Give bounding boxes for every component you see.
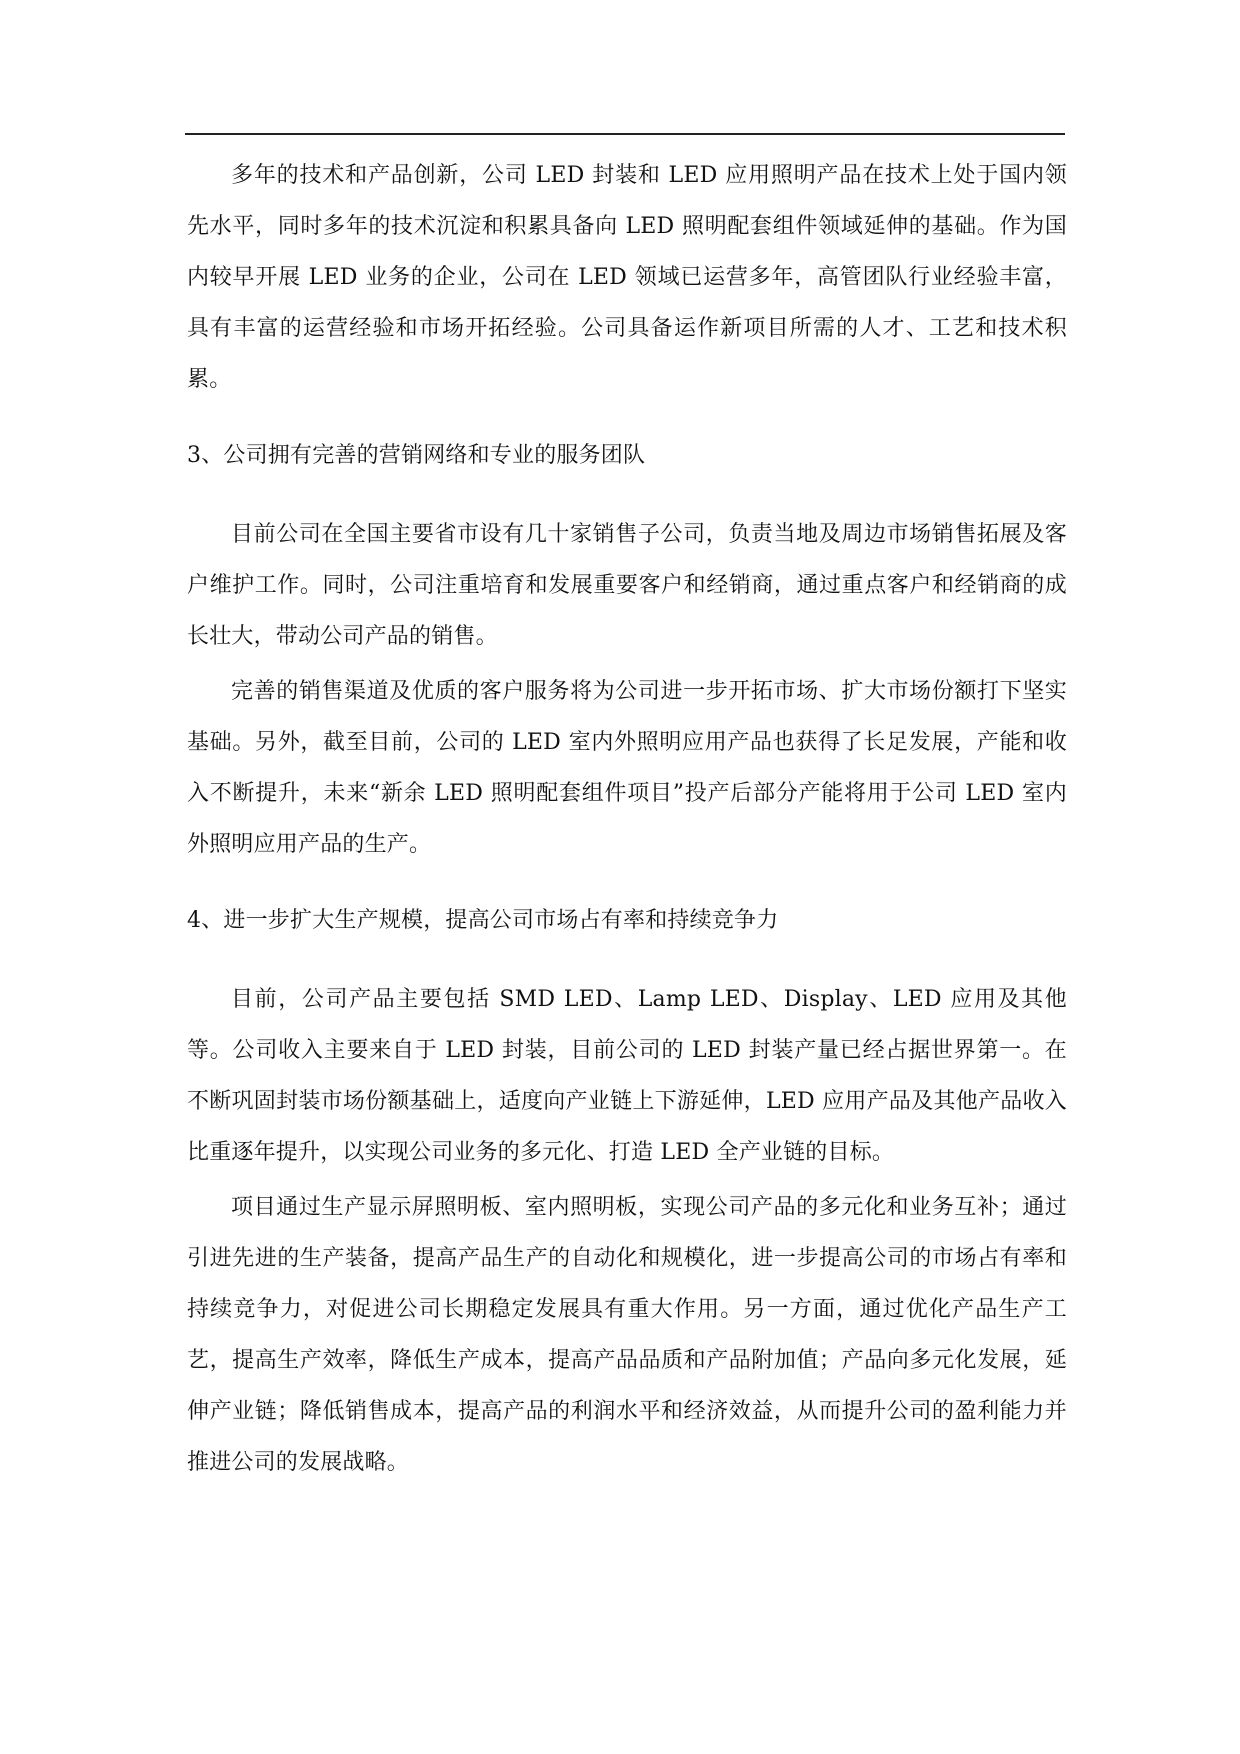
section-heading-3: 3、公司拥有完善的营销网络和专业的服务团队 [187, 443, 646, 468]
section-heading-4: 4、进一步扩大生产规模，提高公司市场占有率和持续竞争力 [187, 908, 779, 933]
paragraph-sales-network: 目前公司在全国主要省市设有几十家销售子公司，负责当地及周边市场销售拓展及客户维护工作。同时，公司注重培育和发展重要客户和经销商，通过重点客户和经销商的成长壮大，带动公司产品的销售。 [187, 522, 1067, 649]
paragraph-technology-advantage: 多年的技术和产品创新，公司 LED 封装和 LED 应用照明产品在技术上处于国内领先水平，同时多年的技术沉淀和积累具备向 LED 照明配套组件领域延伸的基础。作为国内较早开展 LED 业务的企业，公司在 LED 领域已运营多年，高管团队行业经验丰富，具有丰富的运营经验和市场开拓经验。公司具备运作新项目所需的人才、工艺和技术积累。 [187, 163, 1067, 392]
paragraph-product-lines: 目前，公司产品主要包括 SMD LED、Lamp LED、Display、LED 应用及其他等。公司收入主要来自于 LED 封装，目前公司的 LED 封装产量已经占据世界第一。在不断巩固封装市场份额基础上，适度向产业链上下游延伸，LED 应用产品及其他产品收入比重逐年提升，以实现公司业务的多元化、打造 LED 全产业链的目标。 [187, 987, 1067, 1165]
document-body [187, 150, 1067, 1488]
paragraph-sales-channels: 完善的销售渠道及优质的客户服务将为公司进一步开拓市场、扩大市场份额打下坚实基础。另外，截至目前，公司的 LED 室内外照明应用产品也获得了长足发展，产能和收入不断提升，未来“新余 LED 照明配套组件项目”投产后部分产能将用于公司 LED 室内外照明应用产品的生产。 [187, 679, 1067, 857]
paragraph-project-benefits: 项目通过生产显示屏照明板、室内照明板，实现公司产品的多元化和业务互补；通过引进先进的生产装备，提高产品生产的自动化和规模化，进一步提高公司的市场占有率和持续竞争力，对促进公司长期稳定发展具有重大作用。另一方面，通过优化产品生产工艺，提高生产效率，降低生产成本，提高产品品质和产品附加值；产品向多元化发展，延伸产业链；降低销售成本，提高产品的利润水平和经济效益，从而提升公司的盈利能力并推进公司的发展战略。 [187, 1195, 1067, 1475]
header-rule [185, 133, 1065, 135]
